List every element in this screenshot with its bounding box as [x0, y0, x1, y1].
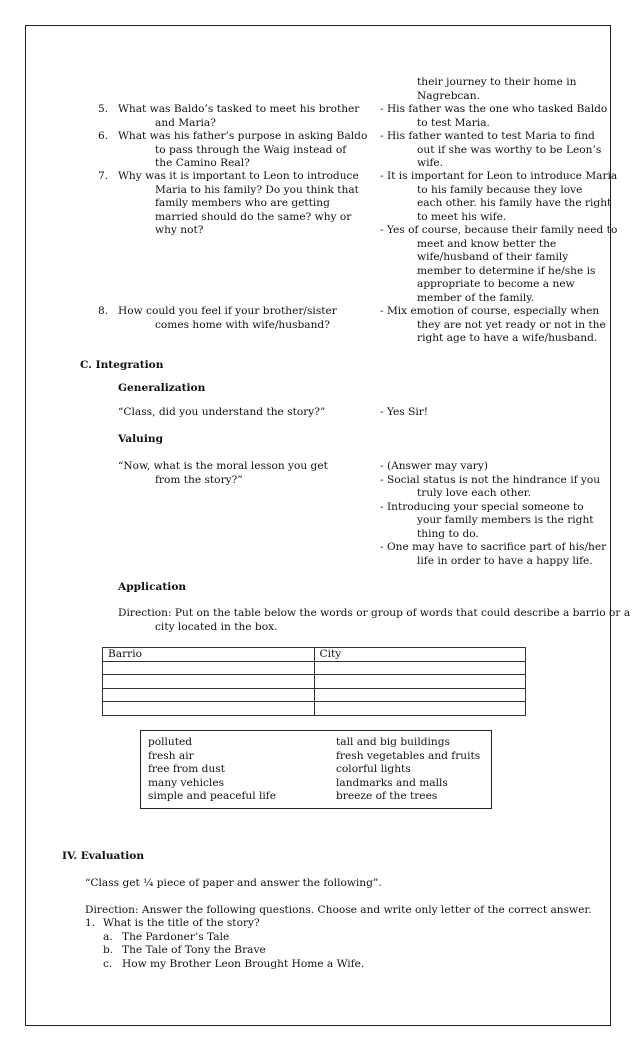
- word-box: [140, 730, 492, 809]
- table-row: [103, 661, 526, 675]
- question-8-text: How could you feel if your brother/sister comes home with wife/husband?: [118, 305, 337, 331]
- valuing-heading: Valuing: [118, 433, 163, 445]
- question-number: 6.: [98, 130, 109, 142]
- table-cell[interactable]: [314, 702, 526, 716]
- table-row: [103, 675, 526, 689]
- word-item: breeze of the trees: [336, 790, 438, 802]
- section-heading-evaluation: IV. Evaluation: [62, 850, 145, 862]
- answer-6: - His father wanted to test Maria to find out if she was worthy to be Leon’s wife.: [380, 130, 602, 169]
- table-row: [103, 702, 526, 716]
- word-item: tall and big buildings: [336, 736, 450, 748]
- choice-letter: b.: [103, 944, 114, 956]
- choice-text: How my Brother Leon Brought Home a Wife.: [122, 958, 365, 970]
- valuing-answers: - (Answer may vary) - Social status is not the hindrance if you truly love each other. - Introducing your special someone to your family members is the right thing to do. - One may have to sacrifice part of his/her life in order to have a happy life.: [380, 460, 607, 567]
- generalization-heading: Generalization: [118, 382, 206, 394]
- barrio-city-table: [102, 647, 526, 716]
- word-item: simple and peaceful life: [148, 790, 276, 802]
- question-number: 7.: [98, 170, 109, 182]
- table-row: [103, 688, 526, 702]
- question-8: [98, 305, 108, 319]
- table-header-barrio: Barrio: [103, 648, 315, 662]
- word-item: fresh air: [148, 749, 194, 762]
- table-cell[interactable]: [103, 661, 315, 675]
- question-7: [98, 170, 108, 184]
- table-cell[interactable]: [314, 675, 526, 689]
- choice-letter: a.: [103, 931, 113, 943]
- section-heading-integration: C. Integration: [80, 359, 164, 371]
- valuing-question: “Now, what is the moral lesson you get from the story?”: [118, 460, 328, 486]
- word-item: many vehicles: [148, 776, 225, 789]
- word-item: colorful lights: [336, 763, 411, 775]
- answer-continuation: their journey to their home in Nagrebcan.: [417, 76, 577, 102]
- question-5: [98, 103, 108, 117]
- word-item: polluted: [148, 736, 193, 748]
- choice-text: The Pardoner’s Tale: [122, 931, 230, 943]
- evaluation-direction: Direction: Answer the following questions. Choose and write only letter of the correct answer.: [85, 904, 592, 916]
- word-box-right-column: [336, 736, 480, 804]
- evaluation-question-number: 1.: [85, 917, 96, 929]
- evaluation-question-1: What is the title of the story?: [103, 917, 260, 929]
- choice-text: The Tale of Tony the Brave: [122, 944, 266, 956]
- answer-8: - Mix emotion of course, especially when they are not yet ready or not in the right age to have a wife/husband.: [380, 305, 606, 344]
- question-7-text: Why was it is important to Leon to introduce Maria to his family? Do you think that family members who are getting married should do the same? why or why not?: [118, 170, 359, 236]
- word-item: landmarks and malls: [336, 776, 448, 789]
- table-header-city: City: [314, 648, 526, 662]
- table-cell[interactable]: [103, 675, 315, 689]
- table-header-row: [103, 648, 526, 662]
- application-heading: Application: [118, 581, 187, 593]
- question-6: [98, 130, 108, 144]
- answer-7: - It is important for Leon to introduce Maria to his family because they love each other. his family have the right to meet his wife. - Yes of course, because their family need to meet and know better the wife/husband of their family member to determine if he/she is appropriate to become a new member of the family.: [380, 170, 618, 304]
- generalization-answer: - Yes Sir!: [380, 406, 429, 418]
- evaluation-instruction: “Class get ¼ piece of paper and answer the following”.: [85, 877, 382, 889]
- table-cell[interactable]: [103, 702, 315, 716]
- table-cell[interactable]: [314, 688, 526, 702]
- table-cell[interactable]: [314, 661, 526, 675]
- question-number: 8.: [98, 305, 109, 317]
- word-box-left-column: [148, 736, 276, 804]
- choice-b: [103, 944, 266, 958]
- question-6-text: What was his father’s purpose in asking Baldo to pass through the Waig instead of the Camino Real?: [118, 130, 368, 169]
- word-item: free from dust: [148, 763, 225, 775]
- table-cell[interactable]: [103, 688, 315, 702]
- choice-letter: c.: [103, 958, 113, 970]
- choice-c: [103, 958, 364, 972]
- word-item: fresh vegetables and fruits: [336, 749, 481, 762]
- choice-a: [103, 931, 229, 945]
- question-5-text: What was Baldo’s tasked to meet his brother and Maria?: [118, 103, 360, 129]
- generalization-question: “Class, did you understand the story?”: [118, 406, 326, 418]
- application-direction: Direction: Put on the table below the words or group of words that could describe a barrio or a city located in the box.: [118, 607, 631, 633]
- answer-5: - His father was the one who tasked Baldo to test Maria.: [380, 103, 608, 129]
- question-number: 5.: [98, 103, 109, 115]
